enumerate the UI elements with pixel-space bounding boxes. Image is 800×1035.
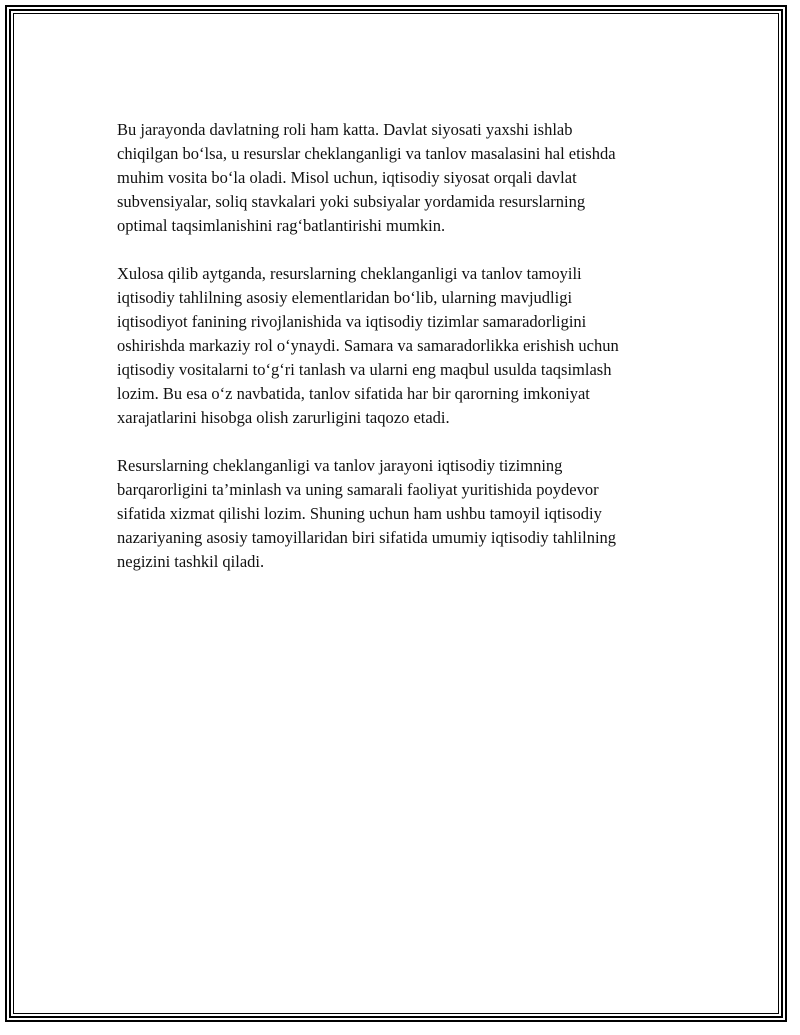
text-line: Bu jarayonda davlatning roli ham katta. Davlat siyosati yaxshi ishlab	[117, 120, 573, 139]
text-line: optimal taqsimlanishini rag‘batlantirishi mumkin.	[117, 216, 446, 235]
text-line: Resurslarning cheklanganligi va tanlov jarayoni iqtisodiy tizimning	[117, 456, 563, 475]
text-line: xarajatlarini hisobga olish zarurligini taqozo etadi.	[117, 408, 450, 427]
paragraph-2	[117, 262, 683, 430]
document-body	[117, 118, 683, 598]
text-line: chiqilgan bo‘lsa, u resurslar cheklanganligi va tanlov masalasini hal etishda	[117, 144, 616, 163]
paragraph-3	[117, 454, 683, 574]
paragraph-1	[117, 118, 683, 238]
text-line: iqtisodiy tahlilning asosiy elementlaridan bo‘lib, ularning mavjudligi	[117, 288, 573, 307]
text-line: oshirishda markaziy rol o‘ynaydi. Samara va samaradorlikka erishish uchun	[117, 336, 619, 355]
text-line: subvensiyalar, soliq stavkalari yoki subsiyalar yordamida resurslarning	[117, 192, 586, 211]
text-line: muhim vosita bo‘la oladi. Misol uchun, iqtisodiy siyosat orqali davlat	[117, 168, 577, 187]
text-line: Xulosa qilib aytganda, resurslarning cheklanganligi va tanlov tamoyili	[117, 264, 582, 283]
text-line: sifatida xizmat qilishi lozim. Shuning uchun ham ushbu tamoyil iqtisodiy	[117, 504, 602, 523]
text-line: iqtisodiy vositalarni to‘g‘ri tanlash va ularni eng maqbul usulda taqsimlash	[117, 360, 612, 379]
text-line: nazariyaning asosiy tamoyillaridan biri sifatida umumiy iqtisodiy tahlilning	[117, 528, 617, 547]
text-line: iqtisodiyot fanining rivojlanishida va iqtisodiy tizimlar samaradorligini	[117, 312, 587, 331]
text-line: negizini tashkil qiladi.	[117, 552, 265, 571]
text-line: lozim. Bu esa o‘z navbatida, tanlov sifatida har bir qarorning imkoniyat	[117, 384, 590, 403]
text-line: barqarorligini ta’minlash va uning samarali faoliyat yuritishida poydevor	[117, 480, 599, 499]
